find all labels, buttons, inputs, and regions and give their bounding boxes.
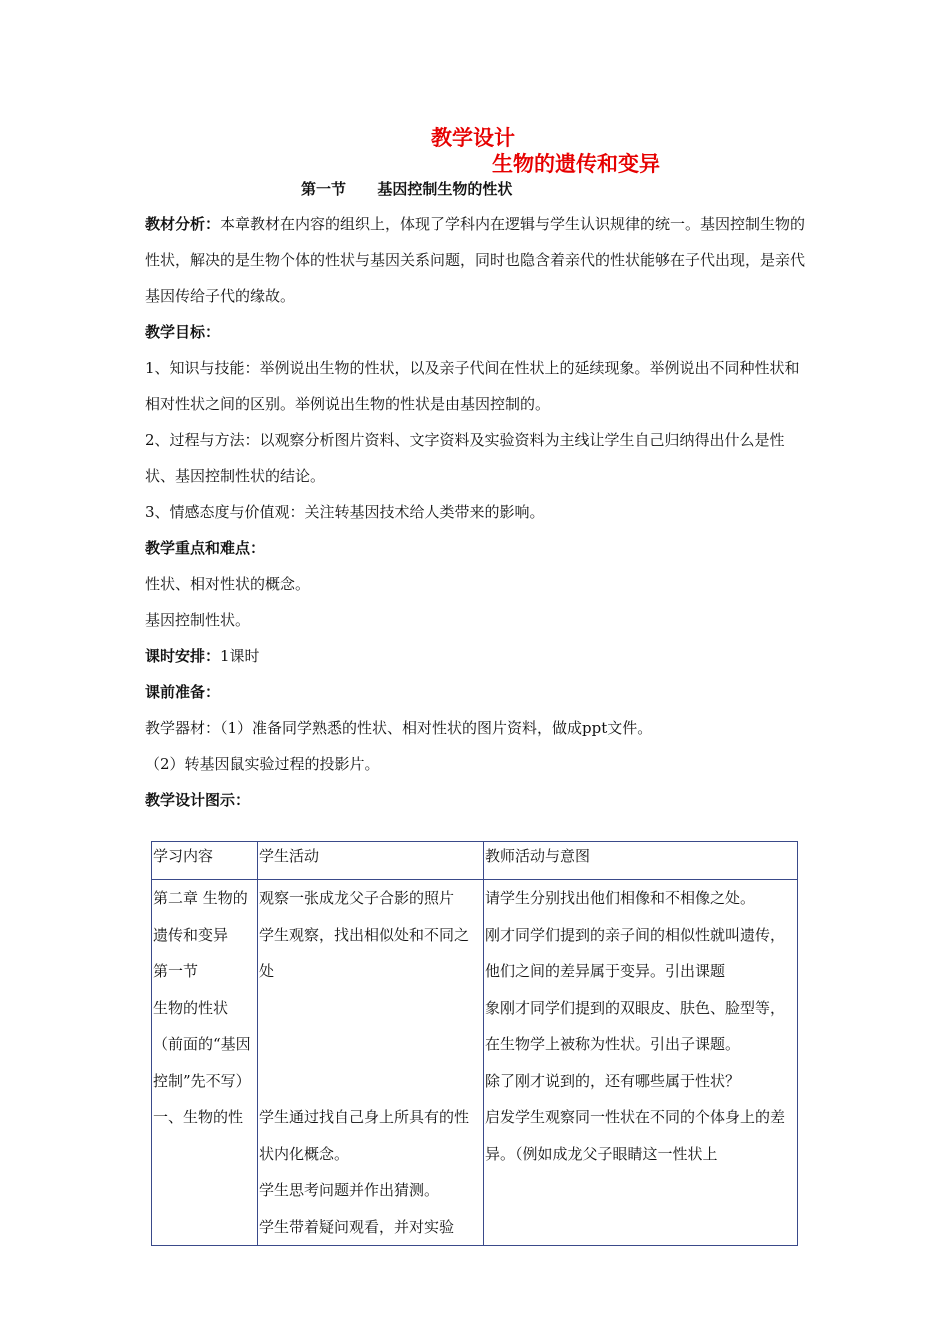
document-subtitle: 生物的遗传和变异 [492, 152, 660, 176]
document-title: 教学设计 [431, 126, 515, 150]
section-heading: 第一节 基因控制生物的性状 [301, 180, 513, 198]
goal-item: 2、过程与方法：以观察分析图片资料、文字资料及实验资料为主线让学生自己归纳得出什么是性状、基因控制性状的结论。 [145, 431, 785, 485]
goal-item: 1、知识与技能：举例说出生物的性状，以及亲子代间在性状上的延续现象。举例说出不同种性状和相对性状之间的区别。举例说出生物的性状是由基因控制的。 [145, 359, 800, 413]
schedule-line [145, 638, 810, 674]
header-cell-student: 学生活动 [258, 842, 484, 880]
header-cell-content: 学习内容 [152, 842, 258, 880]
prep-item: （2）转基因鼠实验过程的投影片。 [145, 755, 380, 773]
prep-item: 教学器材：（1）准备同学熟悉的性状、相对性状的图片资料，做成ppt文件。 [145, 719, 653, 737]
table-row [152, 880, 798, 1246]
header-cell-teacher: 教师活动与意图 [484, 842, 798, 880]
key-points-label: 教学重点和难点： [145, 539, 266, 557]
goals-label: 教学目标： [145, 323, 221, 341]
cell-student-activity: 观察一张成龙父子合影的照片 学生观察，找出相似处和不同之处 学生通过找自己身上所具有的性状内化概念。 学生思考问题并作出猜测。 学生带着疑问观看，并对实验 [258, 880, 484, 1246]
schedule-value: 1课时 [220, 647, 260, 665]
schedule-label: 课时安排： [145, 647, 221, 665]
design-table [151, 841, 798, 1246]
design-label: 教学设计图示： [145, 791, 251, 809]
analysis-paragraph [145, 206, 810, 314]
key-point-item: 性状、相对性状的概念。 [145, 575, 311, 593]
key-point-item: 基因控制性状。 [145, 611, 251, 629]
prep-label: 课前准备： [145, 683, 221, 701]
cell-learning-content: 第二章 生物的遗传和变异 第一节 生物的性状 （前面的“基因控制”先不写） 一、生物的性 [152, 880, 258, 1246]
goal-item: 3、情感态度与价值观：关注转基因技术给人类带来的影响。 [145, 503, 545, 521]
analysis-label: 教材分析： [145, 215, 221, 233]
document-body [145, 206, 810, 818]
table-header-row [152, 842, 798, 880]
analysis-text: 本章教材在内容的组织上，体现了学科内在逻辑与学生认识规律的统一。基因控制生物的性状，解决的是生物个体的性状与基因关系问题，同时也隐含着亲代的性状能够在子代出现，是亲代基因传给子代的缘故。 [145, 215, 806, 305]
cell-teacher-activity: 请学生分别找出他们相像和不相像之处。 刚才同学们提到的亲子间的相似性就叫遗传，他们之间的差异属于变异。引出课题 象刚才同学们提到的双眼皮、肤色、脸型等，在生物学上被称为性状。引出子课题。 除了刚才说到的，还有哪些属于性状？ 启发学生观察同一性状在不同的个体身上的差异。（例如成龙父子眼睛这一性状上 [484, 880, 798, 1246]
